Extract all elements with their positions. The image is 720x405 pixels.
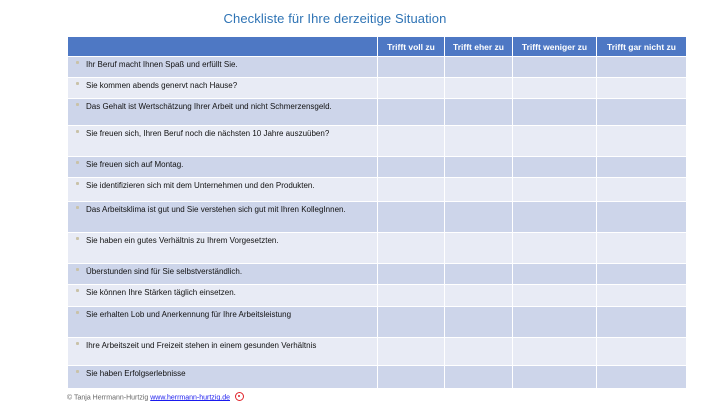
copyright-text: © Tanja Herrmann-Hurtzig	[67, 394, 149, 402]
answer-cell-eher[interactable]	[445, 99, 513, 126]
bullet-icon	[76, 61, 79, 64]
table-row	[68, 99, 687, 126]
table-row	[68, 338, 687, 366]
question-cell	[68, 57, 378, 78]
question-cell	[68, 78, 378, 99]
answer-cell-weniger[interactable]	[513, 78, 597, 99]
bullet-icon	[76, 342, 79, 345]
answer-cell-weniger[interactable]	[513, 233, 597, 264]
answer-cell-eher[interactable]	[445, 57, 513, 78]
table-row	[68, 157, 687, 178]
answer-cell-voll[interactable]	[378, 366, 445, 389]
question-cell	[68, 307, 378, 338]
question-text: Sie freuen sich auf Montag.	[86, 160, 184, 169]
bullet-icon	[76, 370, 79, 373]
question-text: Ihr Beruf macht Ihnen Spaß und erfüllt Sie.	[86, 60, 238, 69]
table-row	[68, 366, 687, 389]
answer-cell-voll[interactable]	[378, 285, 445, 307]
question-cell	[68, 178, 378, 202]
bullet-icon	[76, 311, 79, 314]
answer-cell-eher[interactable]	[445, 126, 513, 157]
question-cell	[68, 264, 378, 285]
answer-cell-eher[interactable]	[445, 157, 513, 178]
answer-cell-voll[interactable]	[378, 57, 445, 78]
header-trifft-weniger-zu: Trifft weniger zu	[513, 37, 597, 57]
question-cell	[68, 366, 378, 389]
bullet-icon	[76, 182, 79, 185]
question-cell	[68, 233, 378, 264]
answer-cell-gar-nicht[interactable]	[597, 264, 687, 285]
answer-cell-weniger[interactable]	[513, 264, 597, 285]
header-trifft-gar-nicht-zu: Trifft gar nicht zu	[597, 37, 687, 57]
question-text: Sie haben Erfolgserlebnisse	[86, 369, 186, 378]
answer-cell-eher[interactable]	[445, 366, 513, 389]
answer-cell-weniger[interactable]	[513, 99, 597, 126]
bullet-icon	[76, 289, 79, 292]
answer-cell-gar-nicht[interactable]	[597, 157, 687, 178]
answer-cell-weniger[interactable]	[513, 178, 597, 202]
bullet-icon	[76, 130, 79, 133]
answer-cell-voll[interactable]	[378, 126, 445, 157]
table-row	[68, 285, 687, 307]
answer-cell-voll[interactable]	[378, 178, 445, 202]
question-text: Ihre Arbeitszeit und Freizeit stehen in einem gesunden Verhältnis	[86, 341, 317, 350]
answer-cell-voll[interactable]	[378, 264, 445, 285]
question-text: Sie freuen sich, Ihren Beruf noch die nächsten 10 Jahre auszuüben?	[86, 129, 330, 138]
answer-cell-gar-nicht[interactable]	[597, 178, 687, 202]
answer-cell-eher[interactable]	[445, 285, 513, 307]
answer-cell-eher[interactable]	[445, 78, 513, 99]
question-text: Sie kommen abends genervt nach Hause?	[86, 81, 238, 90]
table-row	[68, 307, 687, 338]
answer-cell-eher[interactable]	[445, 233, 513, 264]
table-row	[68, 202, 687, 233]
answer-cell-gar-nicht[interactable]	[597, 78, 687, 99]
website-link[interactable]: www.herrmann-hurtzig.de	[150, 394, 230, 402]
answer-cell-gar-nicht[interactable]	[597, 202, 687, 233]
table-row	[68, 126, 687, 157]
table-row	[68, 57, 687, 78]
page-title: Checkliste für Ihre derzeitige Situation	[223, 11, 447, 26]
question-text: Das Gehalt ist Wertschätzung Ihrer Arbeit und nicht Schmerzensgeld.	[86, 102, 332, 111]
answer-cell-voll[interactable]	[378, 233, 445, 264]
question-text: Sie identifizieren sich mit dem Unternehmen und den Produkten.	[86, 181, 315, 190]
table-row	[68, 178, 687, 202]
answer-cell-voll[interactable]	[378, 202, 445, 233]
question-cell	[68, 338, 378, 366]
answer-cell-weniger[interactable]	[513, 285, 597, 307]
checklist-table	[67, 36, 687, 389]
answer-cell-gar-nicht[interactable]	[597, 126, 687, 157]
answer-cell-weniger[interactable]	[513, 157, 597, 178]
table-row	[68, 233, 687, 264]
answer-cell-eher[interactable]	[445, 307, 513, 338]
bullet-icon	[76, 206, 79, 209]
answer-cell-voll[interactable]	[378, 78, 445, 99]
bullet-icon	[76, 161, 79, 164]
question-cell	[68, 99, 378, 126]
footer	[67, 393, 244, 402]
answer-cell-voll[interactable]	[378, 99, 445, 126]
header-question	[68, 37, 378, 57]
question-text: Sie können Ihre Stärken täglich einsetzen.	[86, 288, 236, 297]
answer-cell-gar-nicht[interactable]	[597, 99, 687, 126]
bullet-icon	[76, 268, 79, 271]
table-row	[68, 264, 687, 285]
answer-cell-eher[interactable]	[445, 178, 513, 202]
bullet-icon	[76, 82, 79, 85]
answer-cell-eher[interactable]	[445, 264, 513, 285]
question-text: Sie erhalten Lob und Anerkennung für Ihre Arbeitsleistung	[86, 310, 292, 319]
answer-cell-eher[interactable]	[445, 338, 513, 366]
table-row	[68, 78, 687, 99]
answer-cell-gar-nicht[interactable]	[597, 366, 687, 389]
answer-cell-voll[interactable]	[378, 307, 445, 338]
question-cell	[68, 202, 378, 233]
answer-cell-weniger[interactable]	[513, 202, 597, 233]
answer-cell-voll[interactable]	[378, 338, 445, 366]
answer-cell-gar-nicht[interactable]	[597, 57, 687, 78]
answer-cell-gar-nicht[interactable]	[597, 233, 687, 264]
bullet-icon	[76, 103, 79, 106]
question-text: Überstunden sind für Sie selbstverständlich.	[86, 267, 243, 276]
question-cell	[68, 126, 378, 157]
header-trifft-eher-zu: Trifft eher zu	[445, 37, 513, 57]
header-trifft-voll-zu: Trifft voll zu	[378, 37, 445, 57]
answer-cell-weniger[interactable]	[513, 307, 597, 338]
answer-cell-voll[interactable]	[378, 157, 445, 178]
header-row	[68, 37, 687, 57]
answer-cell-weniger[interactable]	[513, 366, 597, 389]
question-text: Sie haben ein gutes Verhältnis zu Ihrem Vorgesetzten.	[86, 236, 279, 245]
answer-cell-gar-nicht[interactable]	[597, 285, 687, 307]
answer-cell-gar-nicht[interactable]	[597, 338, 687, 366]
answer-cell-weniger[interactable]	[513, 57, 597, 78]
question-cell	[68, 285, 378, 307]
bullet-icon	[76, 237, 79, 240]
answer-cell-weniger[interactable]	[513, 126, 597, 157]
answer-cell-eher[interactable]	[445, 202, 513, 233]
answer-cell-gar-nicht[interactable]	[597, 307, 687, 338]
logo-icon	[235, 392, 244, 401]
answer-cell-weniger[interactable]	[513, 338, 597, 366]
question-cell	[68, 157, 378, 178]
question-text: Das Arbeitsklima ist gut und Sie verstehen sich gut mit Ihren KollegInnen.	[86, 205, 346, 214]
